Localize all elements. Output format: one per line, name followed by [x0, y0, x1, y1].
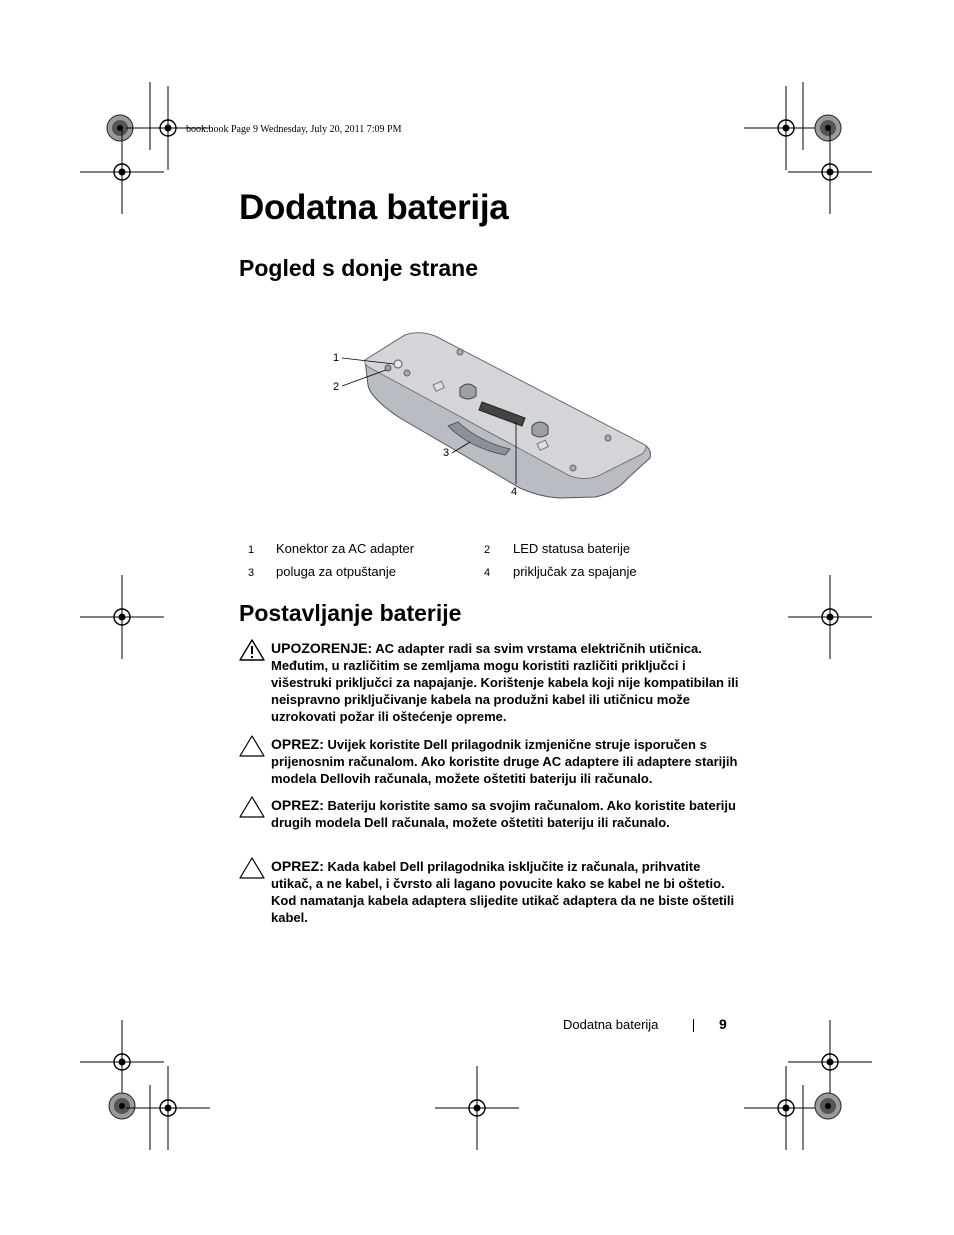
caution-label-1: OPREZ: — [271, 736, 324, 752]
caution-label-3: OPREZ: — [271, 858, 324, 874]
caution-icon — [239, 796, 265, 818]
footer-section-label: Dodatna baterija — [563, 1017, 659, 1032]
caution-icon — [239, 857, 265, 879]
caution-note-1 — [271, 736, 741, 787]
legend-text-1: Konektor za AC adapter — [276, 541, 415, 556]
warning-label: UPOZORENJE: — [271, 640, 373, 656]
callout-3: 3 — [443, 447, 450, 459]
battery-illustration — [330, 330, 660, 505]
callout-2: 2 — [333, 381, 340, 393]
warning-note — [271, 640, 741, 725]
legend-text-3: poluga za otpuštanje — [276, 564, 396, 579]
caution-note-2 — [271, 797, 741, 831]
legend-text-2: LED statusa baterije — [513, 541, 631, 556]
slug-line: book.book Page 9 Wednesday, July 20, 2011 7:09 PM — [186, 124, 402, 135]
page-number: 9 — [719, 1016, 727, 1032]
warning-icon — [239, 639, 265, 661]
caution-icon — [239, 735, 265, 757]
caution-text-1: Uvijek koristite Dell prilagodnik izmjenične struje isporučen s prijenosnim računalom. Ako koristite druge AC adaptere ili adaptere starijih modela Dellovih računala, možete oštetiti bateriju ili računalo. — [271, 737, 738, 786]
callout-1: 1 — [333, 352, 340, 364]
caution-note-3 — [271, 858, 741, 926]
legend-num-2: 2 — [484, 544, 491, 556]
caution-label-2: OPREZ: — [271, 797, 324, 813]
legend-num-4: 4 — [484, 567, 491, 579]
callout-4: 4 — [511, 486, 518, 498]
section-heading-bottom-view: Pogled s donje strane — [239, 255, 478, 281]
caution-text-2: Bateriju koristite samo sa svojim računalom. Ako koristite bateriju drugih modela Dell računala, možete oštetiti bateriju ili računalo. — [271, 798, 736, 830]
section-heading-install: Postavljanje baterije — [239, 600, 462, 626]
legend-text-4: priključak za spajanje — [513, 564, 637, 579]
caution-text-3: Kada kabel Dell prilagodnika isključite iz računala, prihvatite utikač, a ne kabel, i čvrsto ali lagano povucite kako se kabel ne bi oštetio. Kod namatanja kabela adaptera slijedite utikač adaptera da ne biste oštetili kabel. — [271, 859, 735, 925]
footer-divider — [693, 1019, 694, 1032]
legend-num-3: 3 — [248, 567, 255, 579]
page-title: Dodatna baterija — [239, 188, 509, 227]
warning-text: AC adapter radi sa svim vrstama električnih utičnica. Međutim, u različitim se zemljama mogu koristiti različiti priključci i višestruki priključci za napajanje. Korištenje kabela koji nije kompatibilan ili neispravno priključivanje kabela na produžni kabel ili utičnicu može uzrokovati požar ili oštećenje opreme. — [271, 641, 739, 724]
legend-num-1: 1 — [248, 544, 255, 556]
